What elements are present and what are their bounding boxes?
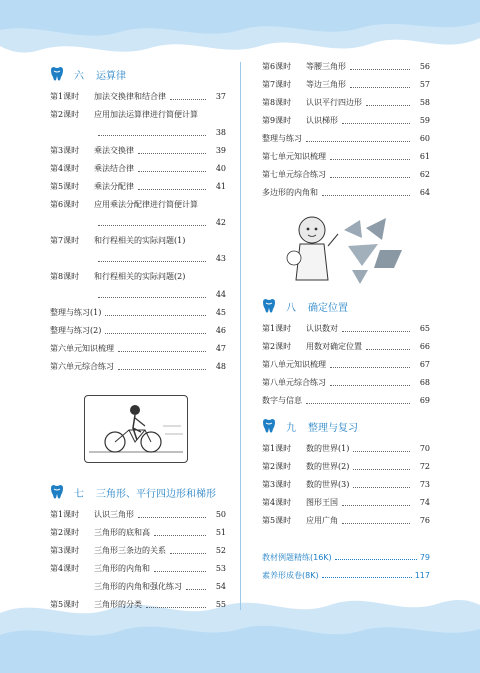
entry-title: 和行程相关的实际问题(1) [94,236,186,245]
page-number: 65 [419,324,430,333]
toc-entry[interactable] [262,96,430,114]
entry-title: 第八单元知识梳理 [262,360,326,369]
leader-dots [342,516,410,524]
page-number: 62 [419,170,430,179]
extra-link[interactable] [262,566,430,584]
tangram-girl-illustration [282,210,412,290]
entry-title: 应用广角 [306,516,338,525]
leader-dots [138,182,206,190]
lesson-label: 第6课时 [262,62,292,71]
toc-entry[interactable] [262,132,430,150]
leader-dots [330,378,410,386]
leader-dots [105,326,206,334]
toc-entry[interactable] [50,180,226,198]
page-number: 58 [419,98,430,107]
leader-dots [146,600,206,608]
page-number: 45 [215,308,226,317]
entry-title: 乘法交换律 [94,146,134,155]
entry-title: 三角形三条边的关系 [94,546,166,555]
entry-title: 第八单元综合练习 [262,378,326,387]
lesson-label: 第5课时 [50,182,80,191]
entry-title: 第六单元知识梳理 [50,344,114,353]
extra-title: 教材例题精练(16K) [262,552,332,562]
lesson-label: 第8课时 [50,272,80,281]
toc-entry[interactable] [262,186,430,204]
toc-entry[interactable] [50,324,226,342]
leader-dots [353,462,410,470]
lesson-label: 第7课时 [262,80,292,89]
extra-materials [262,548,430,584]
toc-entry[interactable] [50,360,226,378]
page-number: 60 [419,134,430,143]
leader-dots [330,360,410,368]
section-number: 七 [74,488,84,500]
entry-title: 整理与练习 [262,134,302,143]
leader-dots [98,128,206,136]
lesson-label: 第2课时 [50,528,80,537]
toc-entry[interactable] [262,322,430,340]
entry-title: 三角形的内角和 [94,564,150,573]
section-title: 整理与复习 [308,422,358,434]
section-number: 八 [286,302,296,314]
entry-title: 乘法结合律 [94,164,134,173]
leader-dots [138,510,206,518]
section-header [50,482,226,502]
entry-title: 第七单元综合练习 [262,170,326,179]
toc-entry[interactable] [50,508,226,526]
entry-line [50,272,226,282]
leader-dots [306,396,410,404]
lesson-label: 第4课时 [262,498,292,507]
toc-entry[interactable] [50,234,226,270]
leader-dots [350,80,410,88]
leader-dots [342,324,410,332]
page-number: 64 [419,188,430,197]
tooth-badge-icon [262,419,276,434]
entry-title: 等腰三角形 [306,62,346,71]
leader-dots [138,146,206,154]
section-header [262,296,430,316]
page-number: 72 [419,462,430,471]
lesson-label: 第1课时 [50,510,80,519]
lesson-label: 第4课时 [50,164,80,173]
leader-dots [335,555,417,560]
leader-dots [105,308,206,316]
entry-title: 数的世界(1) [306,444,350,453]
toc-entry[interactable] [50,198,226,234]
toc-entry[interactable] [50,90,226,108]
lesson-label: 第3课时 [50,146,80,155]
toc-entry[interactable] [262,340,430,358]
section-title: 三角形、平行四边形和梯形 [96,488,216,500]
leader-dots [322,573,412,578]
leader-dots [366,342,410,350]
toc-entry[interactable] [262,394,430,412]
extra-link[interactable] [262,548,430,566]
cyclist-illustration [84,395,188,463]
lesson-label: 第2课时 [262,342,292,351]
section-title: 确定位置 [308,302,348,314]
entry-line [50,128,226,138]
lesson-label: 第2课时 [50,110,80,119]
leader-dots [118,362,206,370]
toc-entry[interactable] [262,60,430,78]
entry-title: 三角形的分类 [94,600,142,609]
tooth-badge-icon [50,485,64,500]
entry-title: 第七单元知识梳理 [262,152,326,161]
entry-title: 认识数对 [306,324,338,333]
column-divider [240,62,241,610]
page-number: 74 [419,498,430,507]
leader-dots [98,254,206,262]
page-number: 59 [419,116,430,125]
leader-dots [98,218,206,226]
entry-title: 整理与练习(1) [50,308,102,317]
entry-title: 图形王国 [306,498,338,507]
lesson-label: 第6课时 [50,200,80,209]
toc-entry[interactable] [50,544,226,562]
entry-line [50,236,226,246]
lesson-label: 第1课时 [262,444,292,453]
page-number: 73 [419,480,430,489]
leader-dots [366,98,410,106]
leader-dots [154,564,206,572]
leader-dots [154,528,206,536]
entry-line [50,254,226,264]
section-number: 九 [286,422,296,434]
entry-title: 认识梯形 [306,116,338,125]
leader-dots [118,344,206,352]
leader-dots [186,582,206,590]
lesson-label: 第3课时 [50,546,80,555]
page-number: 56 [419,62,430,71]
toc-entry[interactable] [262,496,430,514]
toc-entry[interactable] [50,598,226,616]
page-number: 70 [419,444,430,453]
leader-dots [353,444,410,452]
entry-title: 认识三角形 [94,510,134,519]
entry-title: 乘法分配律 [94,182,134,191]
page-number: 51 [215,528,226,537]
page-number: 117 [414,570,430,580]
entry-line [50,218,226,228]
section-number: 六 [74,70,84,82]
entry-title: 三角形的内角和强化练习 [94,582,182,591]
page-number: 53 [215,564,226,573]
entry-title: 数字与信息 [262,396,302,405]
leader-dots [330,170,410,178]
lesson-label: 第4课时 [50,564,80,573]
page-number: 44 [215,290,226,299]
section-header [50,64,226,84]
entry-line [50,200,226,210]
entry-title: 第六单元综合练习 [50,362,114,371]
page-number: 52 [215,546,226,555]
section-header [262,416,430,436]
page-number: 50 [215,510,226,519]
lesson-label: 第8课时 [262,98,292,107]
page-number: 37 [215,92,226,101]
entry-title: 认识平行四边形 [306,98,362,107]
toc-entry[interactable] [262,514,430,532]
entry-title: 应用乘法分配律进行简便计算 [94,200,198,209]
leader-dots [306,134,410,142]
toc-entry[interactable] [262,478,430,496]
lesson-label: 第2课时 [262,462,292,471]
page-number: 54 [215,582,226,591]
leader-dots [322,188,410,196]
toc-entry[interactable] [50,306,226,324]
page-number: 61 [419,152,430,161]
extra-title: 素养形成卷(8K) [262,570,319,580]
leader-dots [138,164,206,172]
toc-entry[interactable] [262,460,430,478]
toc-entry[interactable] [50,144,226,162]
right-column [262,60,430,532]
lesson-label: 第9课时 [262,116,292,125]
toc-entry[interactable] [50,108,226,144]
page-number: 47 [215,344,226,353]
section-title: 运算律 [96,70,126,82]
lesson-label: 第7课时 [50,236,80,245]
leader-dots [98,290,206,298]
page-number: 67 [419,360,430,369]
entry-title: 应用加法运算律进行简便计算 [94,110,198,119]
page-number: 68 [419,378,430,387]
toc-entry[interactable] [50,162,226,180]
toc-entry[interactable] [262,78,430,96]
lesson-label: 第3课时 [262,480,292,489]
entry-title: 数的世界(3) [306,480,350,489]
entry-line [50,290,226,300]
leader-dots [353,480,410,488]
toc-entry[interactable] [50,526,226,544]
page-number: 46 [215,326,226,335]
page-number: 40 [215,164,226,173]
entry-line [50,110,226,120]
toc-entry[interactable] [262,114,430,132]
leader-dots [342,498,410,506]
entry-title: 用数对确定位置 [306,342,362,351]
left-column [50,60,226,616]
entry-title: 三角形的底和高 [94,528,150,537]
toc-entry[interactable] [50,270,226,306]
toc-entry[interactable] [50,562,226,580]
toc-entry[interactable] [262,168,430,186]
page-number: 57 [419,80,430,89]
entry-title: 数的世界(2) [306,462,350,471]
toc-entry[interactable] [262,358,430,376]
entry-title: 多边形的内角和 [262,188,318,197]
entry-title: 和行程相关的实际问题(2) [94,272,186,281]
entry-title: 加法交换律和结合律 [94,92,166,101]
page-number: 39 [215,146,226,155]
leader-dots [330,152,410,160]
tooth-badge-icon [262,299,276,314]
page-number: 79 [419,552,430,562]
leader-dots [350,62,410,70]
entry-title: 等边三角形 [306,80,346,89]
page-number: 42 [215,218,226,227]
lesson-label: 第5课时 [262,516,292,525]
leader-dots [170,92,206,100]
toc-entry[interactable] [50,342,226,360]
lesson-label: 第1课时 [50,92,80,101]
tooth-badge-icon [50,67,64,82]
page-number: 41 [215,182,226,191]
leader-dots [342,116,410,124]
lesson-label: 第1课时 [262,324,292,333]
page-number: 55 [215,600,226,609]
lesson-label: 第5课时 [50,600,80,609]
toc-entry[interactable] [262,376,430,394]
page-number: 38 [215,128,226,137]
toc-entry[interactable] [262,442,430,460]
page-number: 48 [215,362,226,371]
page-number: 69 [419,396,430,405]
leader-dots [170,546,206,554]
page-number: 66 [419,342,430,351]
page-number: 43 [215,254,226,263]
page-number: 76 [419,516,430,525]
toc-entry[interactable] [50,580,226,598]
toc-entry[interactable] [262,150,430,168]
entry-title: 整理与练习(2) [50,326,102,335]
